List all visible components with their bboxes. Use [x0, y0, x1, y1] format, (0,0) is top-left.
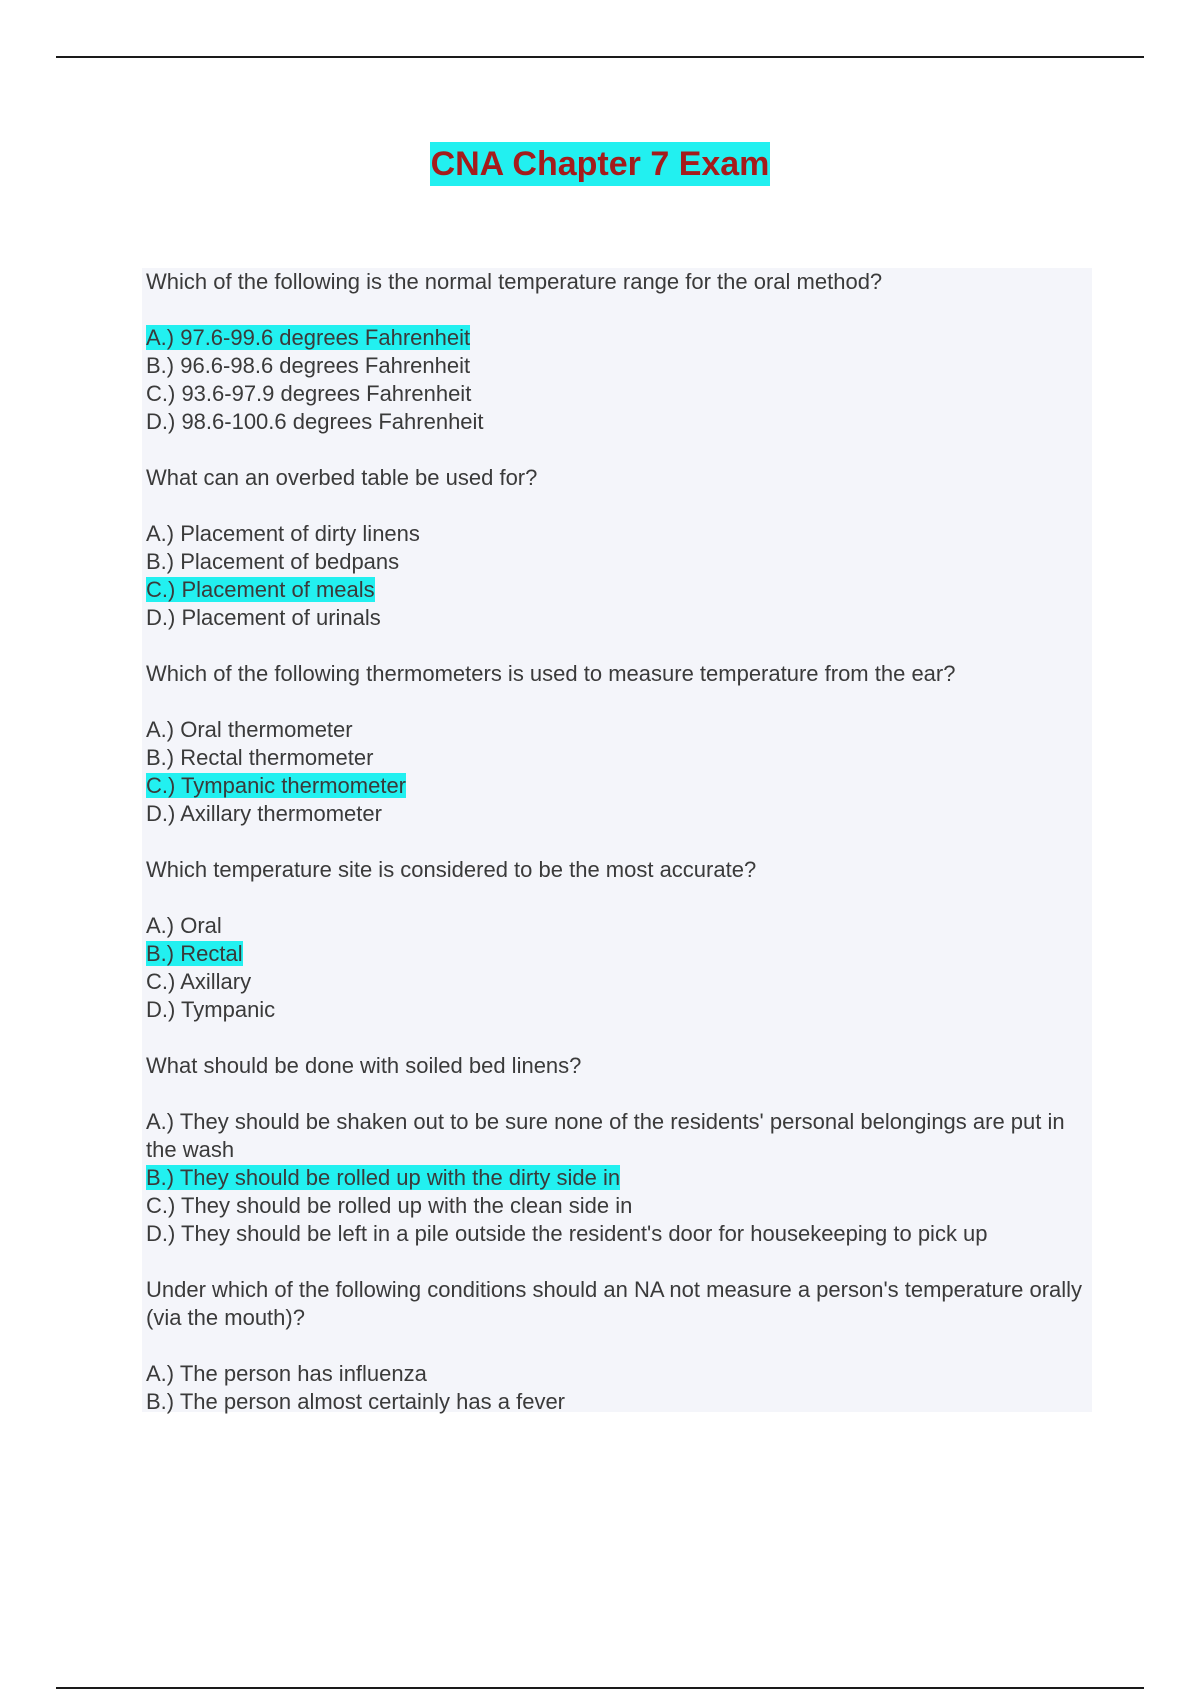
answer-option: A.) Oral thermometer — [146, 717, 353, 742]
answer-option: A.) The person has influenza — [146, 1361, 427, 1386]
option-list — [146, 520, 1086, 632]
question-text: Which temperature site is considered to be the most accurate? — [146, 857, 757, 882]
question-panel — [142, 268, 1092, 1412]
answer-option: B.) Placement of bedpans — [146, 549, 400, 574]
question-list — [146, 268, 1089, 1444]
highlighted-answer-option: C.) Placement of meals — [146, 577, 375, 602]
document-title: CNA Chapter 7 Exam — [430, 142, 771, 186]
answer-option: D.) They should be left in a pile outside the resident's door for housekeeping to pick up — [146, 1221, 988, 1246]
question-text: Which of the following thermometers is used to measure temperature from the ear? — [146, 661, 956, 686]
option-list — [146, 716, 1086, 828]
highlighted-answer-option: A.) 97.6-99.6 degrees Fahrenheit — [146, 325, 471, 350]
question-text: Under which of the following conditions should an NA not measure a person's temperature orally (via the mouth)? — [146, 1277, 1089, 1330]
answer-option: A.) Oral — [146, 913, 222, 938]
header-rule — [56, 56, 1144, 58]
question-text: Which of the following is the normal temperature range for the oral method? — [146, 269, 883, 294]
highlighted-answer-option: C.) Tympanic thermometer — [146, 773, 407, 798]
option-list — [146, 912, 1086, 1024]
highlighted-answer-option: B.) Rectal — [146, 941, 243, 966]
answer-option: D.) Axillary thermometer — [146, 801, 382, 826]
answer-option: B.) 96.6-98.6 degrees Fahrenheit — [146, 353, 471, 378]
answer-option: C.) They should be rolled up with the clean side in — [146, 1193, 633, 1218]
answer-option: B.) The person almost certainly has a fever — [146, 1389, 566, 1414]
answer-option: A.) Placement of dirty linens — [146, 521, 420, 546]
answer-option: B.) Rectal thermometer — [146, 745, 374, 770]
answer-option: D.) 98.6-100.6 degrees Fahrenheit — [146, 409, 484, 434]
answer-option: C.) Axillary — [146, 969, 252, 994]
answer-option: D.) Placement of urinals — [146, 605, 381, 630]
answer-option: C.) 93.6-97.9 degrees Fahrenheit — [146, 381, 472, 406]
question-text: What can an overbed table be used for? — [146, 465, 538, 490]
highlighted-answer-option: B.) They should be rolled up with the dirty side in — [146, 1165, 621, 1190]
answer-option: D.) Tympanic — [146, 997, 276, 1022]
answer-option: A.) They should be shaken out to be sure none of the residents' personal belongings are put in the wash — [146, 1109, 1065, 1162]
footer-rule — [56, 1687, 1144, 1689]
option-list — [146, 1360, 1086, 1416]
title-container — [0, 142, 1200, 186]
question-text: What should be done with soiled bed linens? — [146, 1053, 582, 1078]
option-list — [146, 1108, 1086, 1248]
option-list — [146, 324, 1086, 436]
